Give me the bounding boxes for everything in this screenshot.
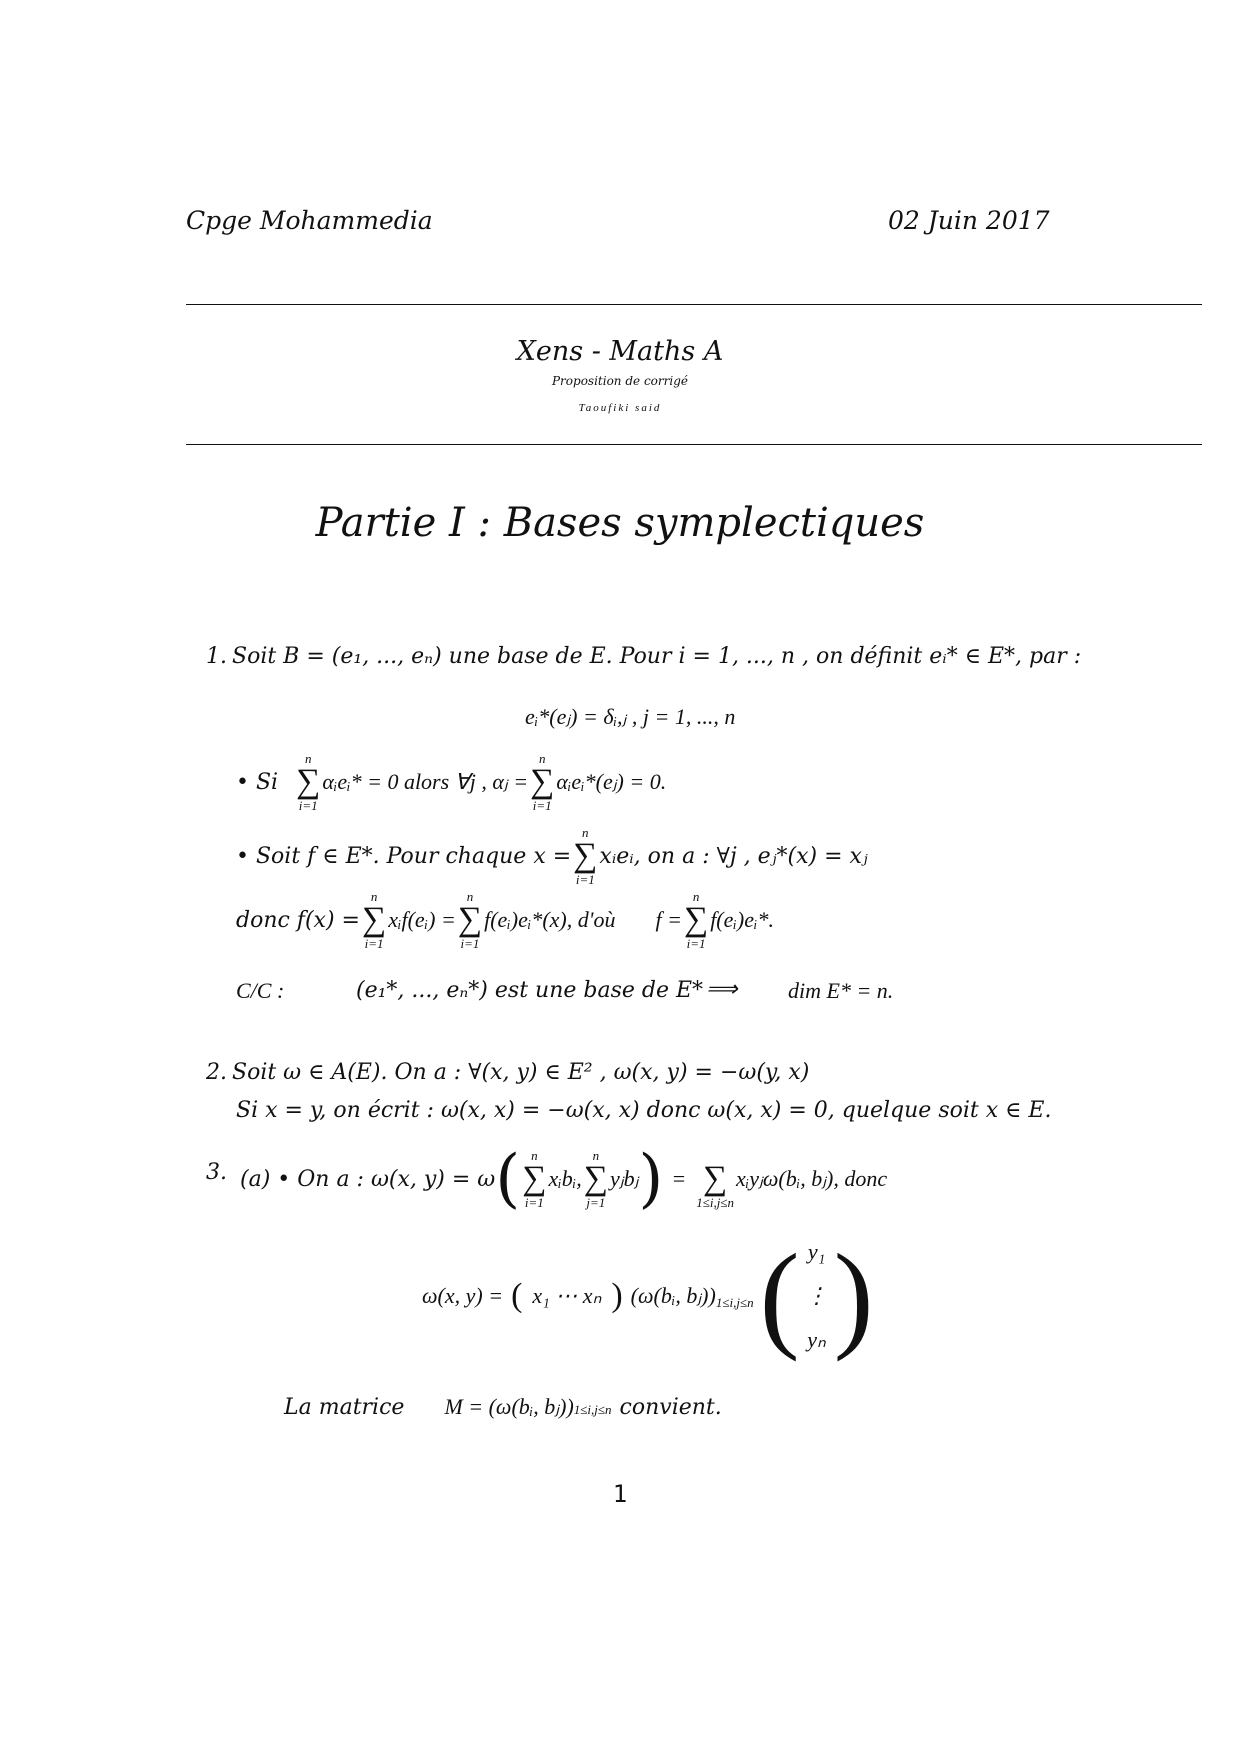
q1-b2-post: xᵢeᵢ, on a : ∀j , eⱼ*(x) = xⱼ: [599, 843, 868, 869]
q2-number: 2.: [206, 1060, 227, 1085]
q1-b2-pre: • Soit f ∈ E*. Pour chaque x =: [236, 843, 572, 869]
q1-number: 1.: [206, 644, 227, 669]
q1-bullet3: [236, 890, 774, 950]
sum-symbol: ∑ 1≤i,j≤n: [696, 1160, 734, 1210]
q3-conclusion-sub: 1≤i,j≤n: [573, 1402, 612, 1417]
q1-line2: eᵢ*(eⱼ) = δᵢ,ⱼ , j = 1, ..., n: [525, 704, 736, 729]
q1-cc-label: C/C :: [236, 978, 285, 1003]
top-rule: [186, 304, 1202, 305]
q3-column-vector: [806, 1239, 828, 1353]
bottom-rule: [186, 444, 1202, 445]
q3-conclusion-pre: La matrice: [284, 1395, 405, 1420]
q1-bullet1: [236, 752, 666, 812]
document-subtitle: Proposition de corrigé: [551, 374, 688, 388]
page-number: 1: [612, 1480, 628, 1508]
header-date: 02 Juin 2017: [888, 206, 1050, 235]
q1-b3-mid1: xᵢf(eᵢ) =: [388, 907, 456, 932]
q1-line1: Soit B = (e₁, ..., eₙ) une base de E. Pour i = 1, ..., n , on définit eᵢ* ∈ E*, par :: [232, 644, 1082, 669]
sum-symbol: n ∑ i=1: [457, 889, 483, 951]
q1-b3-mid2: f(eᵢ)eᵢ*(x), d'où: [484, 907, 616, 932]
row-open-paren: (: [511, 1277, 523, 1314]
close-paren: ): [638, 1142, 664, 1216]
q1-cc-text: (e₁*, ..., eₙ*) est une base de E*: [356, 978, 704, 1003]
q3-line1-in2: yⱼbⱼ: [609, 1166, 639, 1191]
q2-line2: Si x = y, on écrit : ω(x, x) = −ω(x, x) donc ω(x, x) = 0, quelque soit x ∈ E.: [236, 1098, 1052, 1123]
q3-mat-sub: 1≤i,j≤n: [715, 1295, 754, 1310]
q3-line1-pre: (a) • On a : ω(x, y) = ω: [240, 1166, 496, 1192]
q3-line1: [240, 1142, 887, 1216]
col-entry-3: yₙ: [807, 1327, 826, 1352]
q1-b1-pre: • Si: [236, 769, 279, 795]
open-paren: (: [495, 1142, 521, 1216]
sum-symbol: n ∑ i=1: [361, 889, 387, 951]
document-title: Xens - Maths A: [516, 336, 724, 367]
col-entry-1: y₁: [807, 1239, 826, 1264]
q3-conclusion: [284, 1394, 722, 1420]
q3-mat-mid: (ω(bᵢ, bⱼ)): [630, 1283, 716, 1308]
document-author: Taoufiki said: [578, 402, 662, 414]
part-title: Partie I : Bases symplectiques: [315, 500, 925, 546]
q3-conclusion-post: convient.: [619, 1395, 722, 1420]
q1-b3-pre: donc f(x) =: [236, 907, 360, 933]
q3-line1-post: xᵢyⱼω(bᵢ, bⱼ), donc: [736, 1166, 888, 1191]
q1-cc-arrow: ⟹: [706, 976, 738, 1001]
q3-conclusion-mat: M = (ω(bᵢ, bⱼ)): [444, 1394, 574, 1419]
q1-b1-mid: αᵢeᵢ* = 0 alors ∀j , αⱼ =: [322, 769, 529, 794]
q1-b3-post: f(eᵢ)eᵢ*.: [710, 907, 774, 932]
header-school: Cpge Mohammedia: [186, 206, 433, 235]
col-close-paren: ): [833, 1229, 874, 1362]
q1-bullet2: [236, 826, 868, 886]
q3-line1-eq: =: [671, 1166, 687, 1191]
q3-row-vector: x₁ ⋯ xₙ: [532, 1283, 602, 1308]
sum-symbol: n ∑ i=1: [296, 751, 321, 813]
q2-line1: Soit ω ∈ A(E). On a : ∀(x, y) ∈ E² , ω(x, y) = −ω(y, x): [232, 1060, 810, 1085]
q3-matrix-equation: [422, 1229, 874, 1362]
col-entry-2: ⋮: [805, 1283, 828, 1308]
sum-symbol: n ∑ i=1: [573, 825, 598, 887]
q1-b1-post: αᵢeᵢ*(eⱼ) = 0.: [556, 769, 667, 794]
q3-mat-lhs: ω(x, y) =: [422, 1283, 504, 1308]
sum-symbol: n ∑ i=1: [530, 751, 555, 813]
row-close-paren: ): [611, 1277, 623, 1314]
q1-b3-mid3: f =: [655, 907, 682, 932]
q3-number: 3.: [206, 1160, 227, 1185]
col-open-paren: (: [759, 1229, 800, 1362]
q1-cc-result: dim E* = n.: [788, 978, 894, 1003]
sum-symbol: n ∑ i=1: [683, 889, 709, 951]
sum-symbol: n ∑ j=1: [583, 1148, 608, 1210]
sum-symbol: n ∑ i=1: [522, 1148, 547, 1210]
q3-line1-in1: xᵢbᵢ,: [548, 1166, 582, 1191]
